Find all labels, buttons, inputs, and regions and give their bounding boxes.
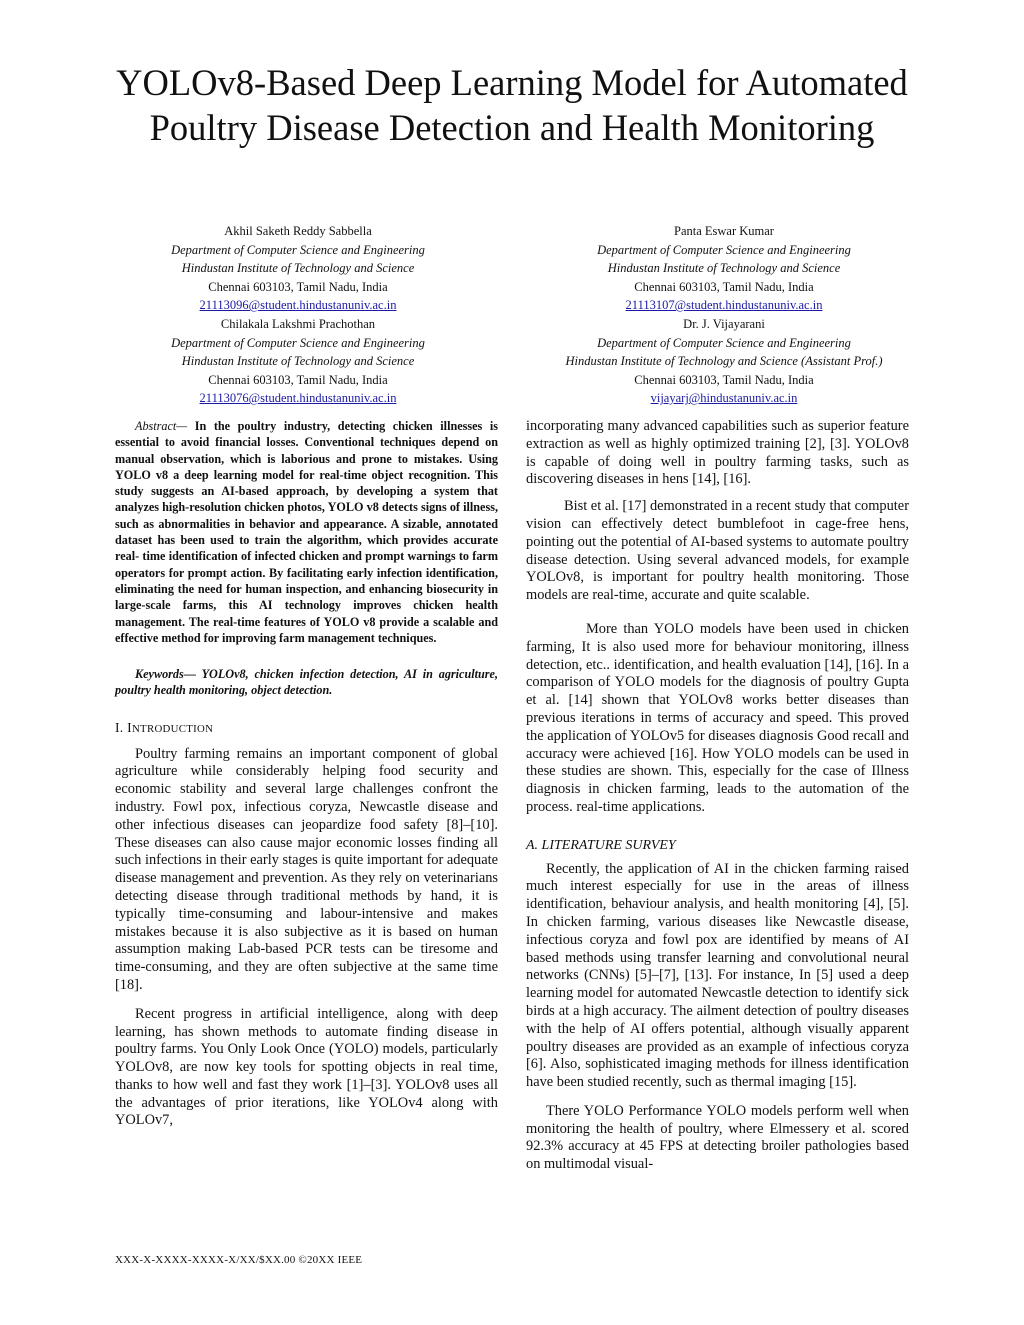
author-email-link[interactable]: 21113076@student.hindustanuniv.ac.in [199, 391, 397, 405]
abstract [115, 418, 498, 646]
author-institution: Hindustan Institute of Technology and Science (Assistant Prof.) [565, 354, 883, 368]
author-department: Department of Computer Science and Engineering [597, 335, 851, 350]
author-name: Chilakala Lakshmi Prachothan [220, 317, 376, 331]
author-department: Department of Computer Science and Engineering [171, 335, 425, 350]
paper-title: YOLOv8-Based Deep Learning Model for Automated Poultry Disease Detection and Health Monitoring [116, 62, 908, 148]
author-city: Chennai 603103, Tamil Nadu, India [208, 279, 388, 294]
literature-paragraph-2: There YOLO Performance YOLO models perform well when monitoring the health of poultry, where Elmessery et al. scored 92.3% accuracy at 45 FPS at detecting broiler pathologies based on multimodal visual- [526, 1102, 909, 1173]
keywords: Keywords— YOLOv8, chicken infection detection, AI in agriculture, poultry health monitoring, object detection. [115, 667, 498, 698]
body-paragraph-3: More than YOLO models have been used in chicken farming, It is also used more for behaviour monitoring, illness detection, etc.. identification, and health evaluation [14], [16]. In a comparison of YOLO models for the diagnosis of poultry Gupta et al. [14] shown that YOLOv8 works better diseases than previous iterations in terms of accuracy and speed. This proved the application of YOLOv5 for diseases diagnosis Good recall and accuracy were achieved [16]. How YOLO models can be used in these studies are shown. This, especially for the case of Illness diagnosis in chicken farming, leads to the automation of the process. real-time applications. [526, 620, 909, 815]
author-institution: Hindustan Institute of Technology and Science [607, 261, 841, 275]
abstract-text: In the poultry industry, detecting chicken illnesses is essential to avoid financial losses. Conventional techniques depend on manual observation, which is laborious and prone to mistakes. Using YOLO v8 a deep learning model for real-time object recognition. This study suggests an AI-based approach, by developing a system that analyzes high-resolution chicken photos, YOLO v8 detects signs of illness, such as abnormalities in behavior and appearance. A sizable, annotated dataset has been used to train the algorithm, which provides accurate real- time identification of infected chicken and prompt warnings to farm operators for prompt action. By facilitating early infection identification, eliminating the need for human inspection, and enhancing biosecurity in large-scale farms, this AI technology improves chicken health management. The real-time features of YOLO v8 provide a scalable and effective method for improving farm management techniques. [115, 419, 498, 645]
intro-paragraph-2: Recent progress in artificial intelligence, along with deep learning, has shown methods to automate finding disease in poultry farms. You Only Look Once (YOLO) models, particularly YOLOv8, are now key tools for spotting objects in real time, thanks to how well and fast they work [1]–[3]. YOLOv8 uses all the advantages of prior iterations, like YOLOv4 along with YOLOv7, [115, 1005, 498, 1129]
author-name: Panta Eswar Kumar [674, 224, 774, 238]
intro-paragraph-1: Poultry farming remains an important component of global agriculture while considerably helping food security and economic stability and several large challenges confront the industry. Fowl pox, infectious coryza, Newcastle disease and other infectious diseases can jeopardize food safety [8]–[10]. These diseases can also cause major economic losses finding all such infections in their early stages is quite important for adequate disease management and prevention. As they rely on veterinarians detecting disease through traditional methods by hand, it is typically time-consuming and labour-intensive and makes mistakes because it is also subjective as it is based on human assumption making Lab-based PCR tests can be tiresome and time-consuming, and they are often subjective at the same time [18]. [115, 745, 498, 993]
copyright-footer: XXX-X-XXXX-XXXX-X/XX/$XX.00 ©20XX IEEE [115, 1254, 363, 1266]
literature-paragraph-1: Recently, the application of AI in the chicken farming raised much interest especially for use in the areas of illness identification, behaviour analysis, and health monitoring [4], [5]. In chicken farming, various diseases like Newcastle disease, infectious coryza and fowl pox are identified by means of AI based methods using transfer learning and convolutional neural networks (CNNs) [5]–[7], [13]. For instance, In [5] used a deep learning model for automated Newcastle detection to identify sick birds at a high accuracy. The ailment detection of poultry diseases with the help of AI offers potential, although visually apparent poultry diseases are provided as an example of infectious coryza [6]. Also, sophisticated imaging methods for illness identification have been studied recently, such as thermal imaging [15]. [526, 860, 909, 1091]
author-institution: Hindustan Institute of Technology and Science [181, 354, 415, 368]
author-email-link[interactable]: 21113107@student.hindustanuniv.ac.in [625, 298, 823, 312]
abstract-label: Abstract— [135, 419, 188, 433]
author-name: Akhil Saketh Reddy Sabbella [224, 224, 372, 238]
left-column [115, 418, 498, 1130]
author-city: Chennai 603103, Tamil Nadu, India [208, 372, 388, 387]
author-block-3 [98, 315, 498, 408]
body-paragraph-1: incorporating many advanced capabilities such as superior feature extraction as well as highly optimized training [2], [3]. YOLOv8 is capable of doing well in poultry farming tasks, such as discovering diseases in hens [14], [16]. [526, 418, 909, 488]
author-email-link[interactable]: 21113096@student.hindustanuniv.ac.in [199, 298, 397, 312]
section-heading-introduction: I. INTRODUCTION [115, 719, 214, 735]
author-city: Chennai 603103, Tamil Nadu, India [634, 372, 814, 387]
right-column [526, 418, 909, 1174]
author-department: Department of Computer Science and Engineering [171, 242, 425, 257]
author-institution: Hindustan Institute of Technology and Science [181, 261, 415, 275]
subsection-heading-literature-survey: A. LITERATURE SURVEY [526, 837, 676, 853]
author-block-1 [98, 222, 498, 315]
author-department: Department of Computer Science and Engineering [597, 242, 851, 257]
author-block-4 [524, 315, 924, 408]
author-city: Chennai 603103, Tamil Nadu, India [634, 279, 814, 294]
author-email-link[interactable]: vijayarj@hindustanuniv.ac.in [650, 391, 798, 405]
body-paragraph-2: Bist et al. [17] demonstrated in a recent study that computer vision can effectively detect bumblefoot in cage-free hens, pointing out the potential of AI-based systems to automate poultry disease detection. Using several advanced models, for example YOLOv8, is important for poultry health monitoring. Those models are real-time, accurate and quite scalable. [526, 498, 909, 604]
author-block-2 [524, 222, 924, 315]
author-name: Dr. J. Vijayarani [683, 317, 765, 331]
